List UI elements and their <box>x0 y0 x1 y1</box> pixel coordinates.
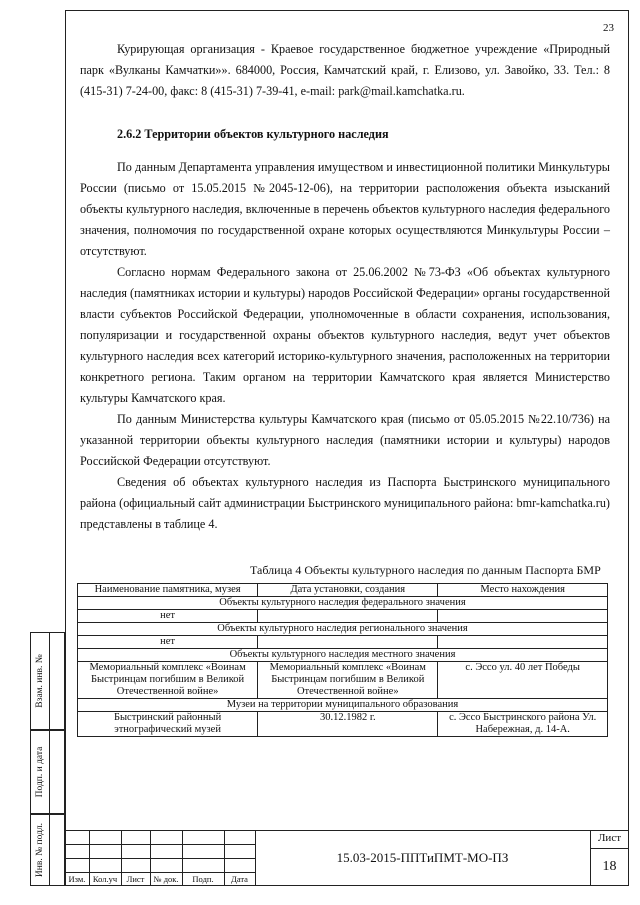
header-date: Дата установки, создания <box>258 584 438 597</box>
paragraph-2: Согласно нормам Федерального закона от 25.06.2002 №73-ФЗ «Об объектах культурного наследия (памятниках истории и культуры) народов Российской Федерации» органы государственной власти субъектов Российской Федерации, уполномоченные в области сохранения, использования, популяризации и государственной охраны объектов культурного наследия, ведут учет объектов культурного наследия всех категорий историко-культурного значения, расположенных на территории конкретного региона. Таким органом на территории Камчатского края является Министерство культуры Камчатского края. <box>80 265 610 405</box>
cell-memorial-location: с. Эссо ул. 40 лет Победы <box>438 662 608 699</box>
title-block <box>65 830 629 886</box>
cell-none: нет <box>78 610 258 623</box>
paragraph-text: Курирующая организация - Краевое государственное бюджетное учреждение «Природный парк «Вулканы Камчатки»». 684000, Россия, Камчатский край, г. Елизово, ул. Завойко, 33. Тел.: 8 (415-31) 7-24-00, факс: 8 (415-31) 7-39-41, e-mail: park@mail.kamchatka.ru. <box>80 42 610 98</box>
table-header-row <box>78 584 608 597</box>
table-row <box>78 610 608 623</box>
cell-museum-date: 30.12.1982 г. <box>258 712 438 737</box>
heritage-table <box>77 583 608 737</box>
section-row-local: Объекты культурного наследия местного значения <box>78 649 608 662</box>
side-label-signature: Подп. и дата <box>35 746 45 798</box>
header-location: Место нахождения <box>438 584 608 597</box>
side-label-replacement: Взам. инв. № <box>35 654 45 708</box>
paragraph-3: По данным Министерства культуры Камчатского края (письмо от 05.05.2015 №22.10/736) на указанной территории объекты культурного наследия (памятники истории и культуры) народов Российской Федерации отсутствуют. <box>80 412 610 468</box>
table-row <box>78 636 608 649</box>
table-row <box>78 712 608 737</box>
page-number: 23 <box>603 22 614 34</box>
side-cell-replacement <box>30 632 65 730</box>
cell-none: нет <box>78 636 258 649</box>
document-code: 15.03-2015-ППТиПМТ-МО-ПЗ <box>336 850 509 865</box>
sheet-label: Лист <box>597 832 622 844</box>
section-row-regional: Объекты культурного наследия регионального значения <box>78 623 608 636</box>
section-row-federal: Объекты культурного наследия федерального значения <box>78 597 608 610</box>
paragraph-curator <box>80 39 610 102</box>
stamp-label-count: Кол.уч <box>92 874 118 884</box>
stamp-label-sign: Подп. <box>192 874 214 884</box>
cell-memorial-date: Мемориальный комплекс «Воинам Быстринцам погибшим в Великой Отечественной войне» <box>258 662 438 699</box>
table-caption: Таблица 4 Объекты культурного наследия по данным Паспорта БМР <box>250 563 601 577</box>
stamp-label-doc: № док. <box>153 874 179 884</box>
cell-museum-location: с. Эссо Быстринского района Ул. Набережная, д. 14-А. <box>438 712 608 737</box>
section-heading: 2.6.2 Территории объектов культурного наследия <box>117 127 389 141</box>
side-cell-signature <box>30 730 65 814</box>
stamp-label-change: Изм. <box>68 874 86 884</box>
cell-memorial-name: Мемориальный комплекс «Воинам Быстринцам погибшим в Великой Отечественной войне» <box>78 662 258 699</box>
body-text <box>80 157 610 535</box>
cell-museum-name: Быстринский районный этнографический музей <box>78 712 258 737</box>
paragraph-1: По данным Департамента управления имуществом и инвестиционной политики Минкультуры России (письмо от 15.05.2015 №2045-12-06), на территории расположения объекта изысканий объекты культурного наследия, включенные в перечень объектов культурного наследия федерального значения, полномочия по государственной охране которых осуществляются Минкультуры России – отсутствуют. <box>80 160 610 258</box>
side-label-inventory: Инв. № подл. <box>35 822 45 878</box>
header-name: Наименование памятника, музея <box>78 584 258 597</box>
side-cell-inventory <box>30 814 65 886</box>
stamp-label-sheet: Лист <box>126 874 145 884</box>
table-row <box>78 662 608 699</box>
sheet-number: 18 <box>602 859 617 874</box>
stamp-label-date: Дата <box>231 874 248 884</box>
paragraph-4: Сведения об объектах культурного наследия из Паспорта Быстринского муниципального района (официальный сайт администрации Быстринского муниципального района: bmr-kamchatka.ru) представлены в таблице 4. <box>80 475 610 531</box>
section-row-museums: Музеи на территории муниципального образования <box>78 699 608 712</box>
